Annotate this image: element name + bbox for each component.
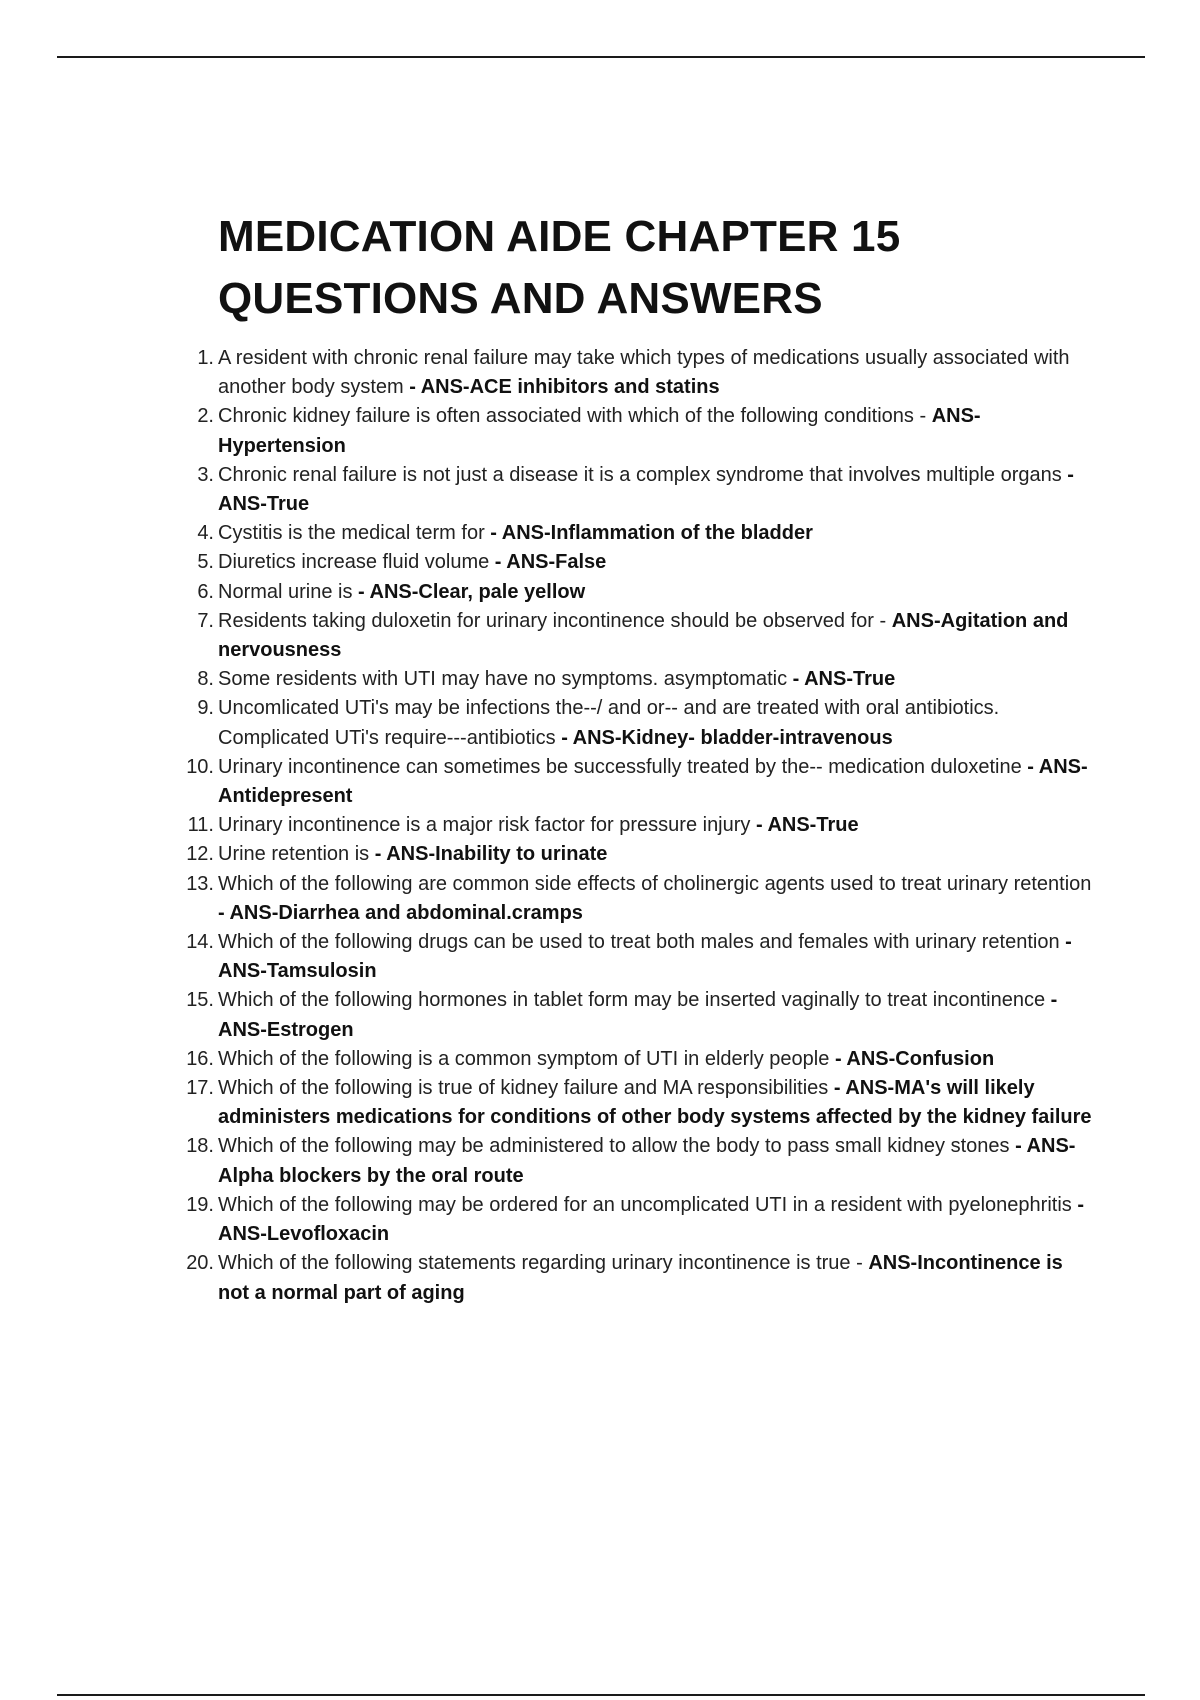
title-line-2: QUESTIONS AND ANSWERS	[218, 274, 823, 323]
item-number: 7.	[197, 609, 214, 632]
item-number: 15.	[186, 989, 214, 1012]
question-text: Which of the following drugs can be used to treat both males and females with urinary retention	[218, 931, 1066, 954]
answer-text: - ANS-Alpha blockers by the oral route	[218, 1135, 1076, 1187]
list-item	[186, 840, 1098, 869]
item-number: 19.	[186, 1193, 214, 1216]
list-item	[197, 344, 1098, 402]
answer-text: - ANS-Levofloxacin	[218, 1193, 1084, 1246]
question-text: Uncomlicated UTi's may be infections the--/ and or-- and are treated with oral antibiotics. Complicated UTi's require---antibiotics	[218, 697, 1000, 749]
question-text: Which of the following is true of kidney failure and MA responsibilities	[218, 1077, 834, 1100]
item-number: 6.	[197, 580, 214, 603]
list-item	[186, 1191, 1098, 1249]
question-text: Which of the following hormones in tablet form may be inserted vaginally to treat incontinence	[218, 989, 1051, 1012]
item-number: 11.	[187, 814, 214, 837]
list-item	[186, 1249, 1098, 1307]
answer-text: - ANS-Confusion	[834, 1047, 995, 1070]
title-line-1: MEDICATION AIDE CHAPTER 15	[218, 212, 901, 261]
answer-text: - ANS-Clear, pale yellow	[358, 580, 586, 603]
item-number: 20.	[186, 1252, 214, 1275]
answer-text: - ANS-False	[494, 551, 607, 574]
answer-text: - ANS-ACE inhibitors and statins	[409, 376, 720, 399]
answer-text: - ANS-Antidepresent	[218, 755, 1088, 808]
question-text: Residents taking duloxetin for urinary incontinence should be observed for -	[218, 609, 892, 632]
item-number: 3.	[197, 463, 214, 486]
item-number: 8.	[197, 668, 214, 691]
item-number: 14.	[186, 931, 214, 954]
list-item	[197, 607, 1098, 665]
answer-text: - ANS-True	[792, 668, 896, 691]
list-item	[186, 1074, 1098, 1132]
answer-text: - ANS-Estrogen	[218, 989, 1058, 1041]
item-number: 16.	[186, 1047, 214, 1070]
item-number: 18.	[186, 1135, 214, 1158]
question-text: Which of the following may be administered to allow the body to pass small kidney stones	[218, 1135, 1016, 1158]
question-text: Normal urine is	[218, 580, 359, 603]
list-item	[187, 811, 1098, 840]
list-item	[197, 519, 1098, 548]
answer-text: - ANS-MA's will likely administers medications for conditions of other body systems affected by the kidney failure	[218, 1077, 1092, 1129]
question-text: Urinary incontinence can sometimes be successfully treated by the-- medication duloxetine	[218, 755, 1028, 778]
list-item	[197, 578, 1098, 607]
answer-text: - ANS-Tamsulosin	[218, 931, 1072, 983]
item-number: 5.	[197, 551, 214, 574]
list-item	[197, 694, 1098, 752]
bottom-rule	[57, 1694, 1145, 1696]
question-text: Chronic kidney failure is often associated with which of the following conditions -	[218, 405, 932, 428]
answer-text: - ANS-Inflammation of the bladder	[490, 522, 813, 545]
item-number: 10.	[186, 755, 214, 778]
answer-text: - ANS-Diarrhea and abdominal.cramps	[218, 901, 583, 924]
item-number: 9.	[197, 697, 214, 720]
question-text: Which of the following are common side effects of cholinergic agents used to treat urinary retention	[218, 872, 1092, 895]
question-text: Some residents with UTI may have no symptoms. asymptomatic	[218, 668, 793, 691]
list-item	[186, 1045, 1098, 1074]
answer-text: - ANS-Inability to urinate	[374, 843, 608, 866]
item-number: 1.	[197, 347, 214, 369]
answer-text: - ANS-True	[218, 463, 1074, 516]
question-text: A resident with chronic renal failure may take which types of medications usually associated with another body system	[218, 347, 1070, 399]
item-number: 17.	[186, 1077, 214, 1100]
item-number: 4.	[197, 522, 214, 545]
qa-list	[186, 344, 1098, 1308]
list-item	[197, 461, 1098, 519]
question-text: Which of the following is a common symptom of UTI in elderly people	[218, 1047, 835, 1070]
answer-text: ANS-Hypertension	[218, 405, 981, 457]
question-text: Which of the following statements regarding urinary incontinence is true -	[218, 1252, 869, 1275]
list-item	[186, 986, 1098, 1044]
list-item	[186, 870, 1098, 928]
answer-text: ANS-Agitation and nervousness	[218, 609, 1069, 662]
question-text: Chronic renal failure is not just a disease it is a complex syndrome that involves multiple organs	[218, 463, 1068, 486]
item-number: 2.	[197, 405, 214, 428]
list-item	[197, 665, 1098, 694]
list-item	[186, 1132, 1098, 1190]
document-body	[186, 206, 1098, 1308]
question-text: Urinary incontinence is a major risk factor for pressure injury	[218, 814, 756, 837]
document-title	[218, 206, 1098, 330]
question-text: Cystitis is the medical term for	[218, 522, 491, 545]
question-text: Diuretics increase fluid volume	[218, 551, 495, 574]
list-item	[197, 402, 1098, 460]
top-rule	[57, 56, 1145, 58]
question-text: Urine retention is	[218, 843, 375, 866]
list-item	[197, 548, 1098, 577]
list-item	[186, 928, 1098, 986]
item-number: 12.	[186, 843, 214, 866]
answer-text: - ANS-Kidney- bladder-intravenous	[561, 726, 893, 749]
answer-text: ANS-Incontinence is not a normal part of aging	[218, 1252, 1063, 1304]
question-text: Which of the following may be ordered for an uncomplicated UTI in a resident with pyelonephritis	[218, 1193, 1078, 1216]
answer-text: - ANS-True	[755, 814, 859, 837]
item-number: 13.	[186, 872, 214, 895]
list-item	[186, 753, 1098, 811]
